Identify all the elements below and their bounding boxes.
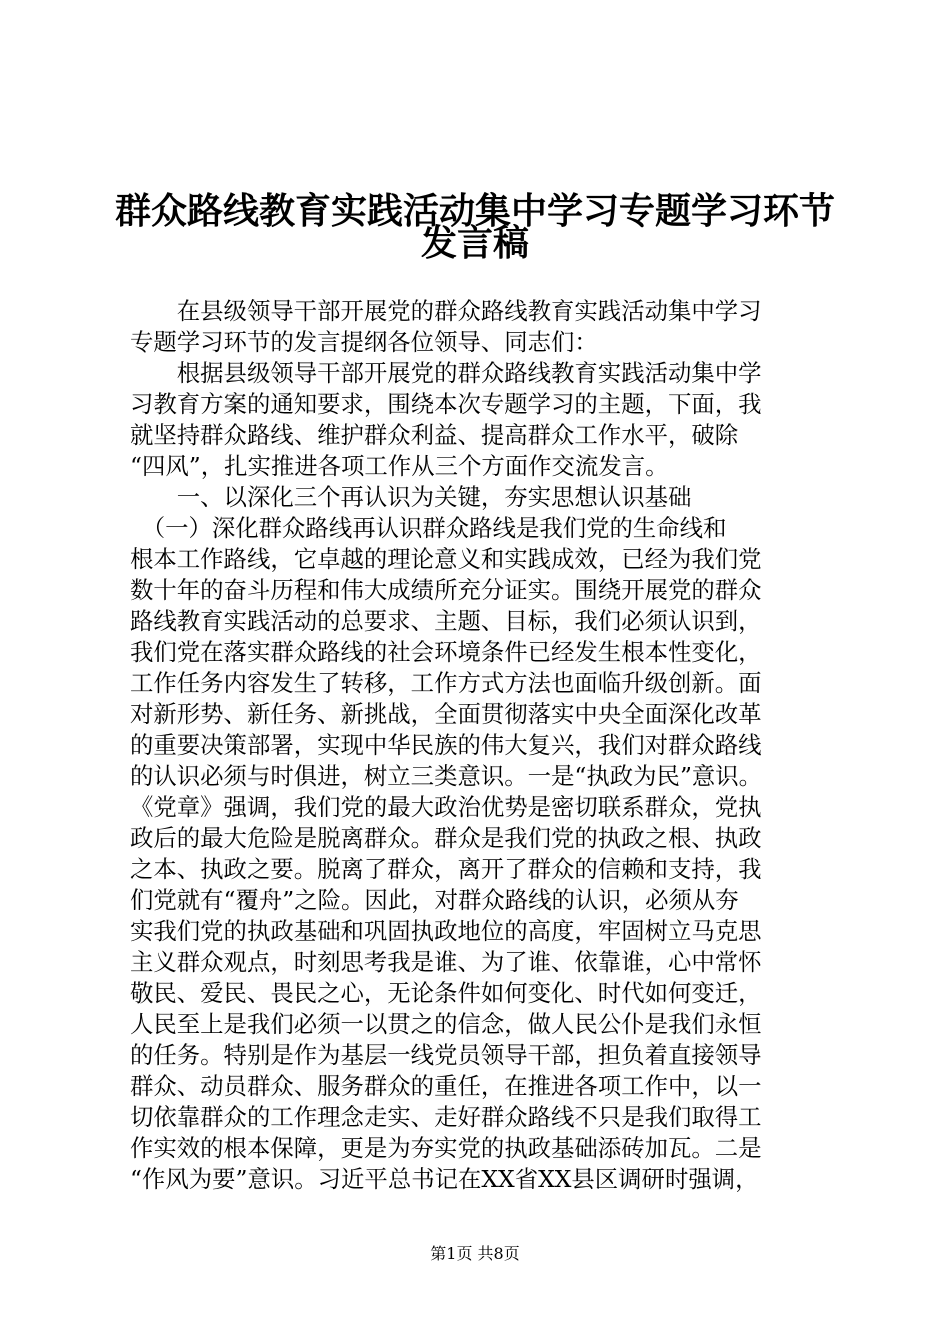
body-line: 们党就有“覆舟”之险。因此，对群众路线的认识，必须从夯 bbox=[130, 886, 739, 914]
body-line: 对新形势、新任务、新挑战，全面贯彻落实中央全面深化改革 bbox=[130, 700, 762, 728]
body-line: 专题学习环节的发言提纲各位领导、同志们： bbox=[130, 328, 598, 356]
body-line: “四风”，扎实推进各项工作从三个方面作交流发言。 bbox=[130, 452, 669, 480]
body-line: 主义群众观点，时刻思考我是谁、为了谁、依靠谁，心中常怀 bbox=[130, 948, 762, 976]
body-line: 的认识必须与时俱进，树立三类意识。一是“执政为民”意识。 bbox=[130, 762, 763, 790]
body-line: 路线教育实践活动的总要求、主题、目标，我们必须认识到， bbox=[130, 607, 762, 635]
body-line: 就坚持群众路线、维护群众利益、提高群众工作水平，破除 bbox=[130, 421, 739, 449]
body-line: 数十年的奋斗历程和伟大成绩所充分证实。围绕开展党的群众 bbox=[130, 576, 762, 604]
document-title-line-2: 发言稿 bbox=[420, 223, 529, 264]
body-line: 的重要决策部署，实现中华民族的伟大复兴，我们对群众路线 bbox=[130, 731, 762, 759]
body-line: 习教育方案的通知要求，围绕本次专题学习的主题，下面，我 bbox=[130, 390, 762, 418]
body-line: “作风为要”意识。习近平总书记在XX省XX县区调研时强调， bbox=[130, 1165, 759, 1193]
body-line: 敬民、爱民、畏民之心，无论条件如何变化、时代如何变迁， bbox=[130, 979, 762, 1007]
body-line: 在县级领导干部开展党的群众路线教育实践活动集中学习 bbox=[130, 297, 762, 325]
body-line: 政后的最大危险是脱离群众。群众是我们党的执政之根、执政 bbox=[130, 824, 762, 852]
page-footer: 第1页 共8页 bbox=[430, 1244, 520, 1263]
body-line: 之本、执政之要。脱离了群众，离开了群众的信赖和支持，我 bbox=[130, 855, 762, 883]
body-line: 一、以深化三个再认识为关键，夯实思想认识基础 bbox=[130, 483, 692, 511]
document-title-line-1: 群众路线教育实践活动集中学习专题学习环节 bbox=[114, 191, 835, 232]
body-line: 我们党在落实群众路线的社会环境条件已经发生根本性变化， bbox=[130, 638, 762, 666]
body-line: 工作任务内容发生了转移，工作方式方法也面临升级创新。面 bbox=[130, 669, 762, 697]
body-line: 群众、动员群众、服务群众的重任，在推进各项工作中，以一 bbox=[130, 1072, 762, 1100]
body-line: 的任务。特别是作为基层一线党员领导干部，担负着直接领导 bbox=[130, 1041, 762, 1069]
body-line: 根据县级领导干部开展党的群众路线教育实践活动集中学 bbox=[130, 359, 762, 387]
body-line: 切依靠群众的工作理念走实、走好群众路线不只是我们取得工 bbox=[130, 1103, 762, 1131]
document-body bbox=[130, 296, 830, 1195]
body-line: 人民至上是我们必须一以贯之的信念，做人民公仆是我们永恒 bbox=[130, 1010, 762, 1038]
body-line: （一）深化群众路线再认识群众路线是我们党的生命线和 bbox=[130, 514, 727, 542]
body-line: 《党章》强调，我们党的最大政治优势是密切联系群众，党执 bbox=[130, 793, 762, 821]
body-line: 根本工作路线，它卓越的理论意义和实践成效，已经为我们党 bbox=[130, 545, 762, 573]
body-line: 实我们党的执政基础和巩固执政地位的高度，牢固树立马克思 bbox=[130, 917, 762, 945]
body-line: 作实效的根本保障，更是为夯实党的执政基础添砖加瓦。二是 bbox=[130, 1134, 762, 1162]
